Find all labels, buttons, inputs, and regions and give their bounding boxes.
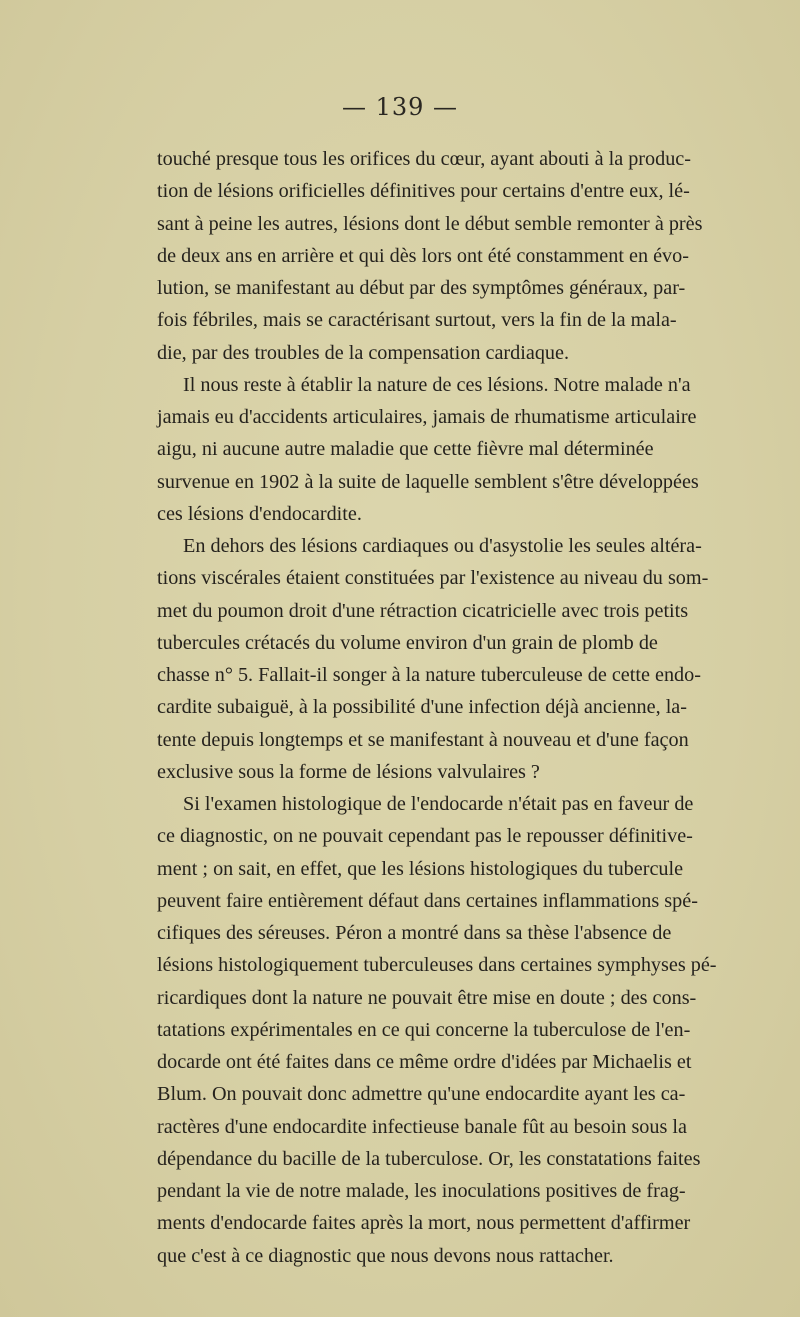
text-line: Il nous reste à établir la nature de ces lésions. Notre malade n'a [183,373,691,396]
text-line: touché presque tous les orifices du cœur, ayant abouti à la produc- [157,148,691,170]
text-line: cifiques des séreuses. Péron a montré dans sa thèse l'absence de [157,922,672,944]
text-line: tubercules crétacés du volume environ d'un grain de plomb de [157,631,658,654]
text-line: En dehors des lésions cardiaques ou d'asystolie les seules altéra- [183,535,702,557]
text-line: chasse n° 5. Fallait-il songer à la nature tuberculeuse de cette endo- [157,664,701,686]
text-line: ractères d'une endocardite infectieuse banale fût au besoin sous la [157,1115,687,1138]
text-line: met du poumon droit d'une rétraction cicatricielle avec trois petits [157,599,689,622]
text-line: aigu, ni aucune autre maladie que cette fièvre mal déterminée [157,438,654,461]
text-line: lésions histologiquement tuberculeuses dans certaines symphyses pé- [157,954,717,977]
text-line: tion de lésions orificielles définitives pour certains d'entre eux, lé- [157,180,690,203]
body-text [157,143,717,1272]
text-line: ricardiques dont la nature ne pouvait être mise en doute ; des cons- [157,986,697,1009]
text-line: peuvent faire entièrement défaut dans certaines inflammations spé- [157,889,698,912]
text-line: que c'est à ce diagnostic que nous devons nous rattacher. [157,1244,614,1267]
text-line: tions viscérales étaient constituées par l'existence au niveau du som- [157,567,709,590]
text-line: dépendance du bacille de la tuberculose. Or, les constatations faites [157,1147,701,1170]
text-line: die, par des troubles de la compensation cardiaque. [157,341,570,364]
text-line: ment ; on sait, en effet, que les lésions histologiques du tubercule [157,857,684,880]
text-line: exclusive sous la forme de lésions valvulaires ? [157,760,540,783]
text-line: lution, se manifestant au début par des symptômes généraux, par- [157,277,686,299]
text-line: ces lésions d'endocardite. [157,502,362,525]
text-line: tatations expérimentales en ce qui concerne la tuberculose de l'en- [157,1018,691,1041]
text-line: Blum. On pouvait donc admettre qu'une endocardite ayant les ca- [157,1083,686,1106]
text-line: Si l'examen histologique de l'endocarde n'était pas en faveur de [183,793,694,815]
text-line: sant à peine les autres, lésions dont le début semble remonter à près [157,212,703,235]
text-line: pendant la vie de notre malade, les inoculations positives de frag- [157,1180,686,1202]
text-line: fois fébriles, mais se caractérisant surtout, vers la fin de la mala- [157,309,677,332]
text-line: cardite subaiguë, à la possibilité d'une infection déjà ancienne, la- [157,696,687,719]
text-line: ce diagnostic, on ne pouvait cependant pas le repousser définitive- [157,825,693,848]
text-line: docarde ont été faites dans ce même ordre d'idées par Michaelis et [157,1051,692,1073]
text-line: jamais eu d'accidents articulaires, jamais de rhumatisme articulaire [157,406,697,428]
text-line: survenue en 1902 à la suite de laquelle semblent s'être développées [157,470,699,493]
text-line: de deux ans en arrière et qui dès lors ont été constamment en évo- [157,244,689,267]
text-line: tente depuis longtemps et se manifestant à nouveau et d'une façon [157,728,689,751]
text-line: ments d'endocarde faites après la mort, nous permettent d'affirmer [157,1212,691,1235]
page-number: — 139 — [341,93,459,121]
